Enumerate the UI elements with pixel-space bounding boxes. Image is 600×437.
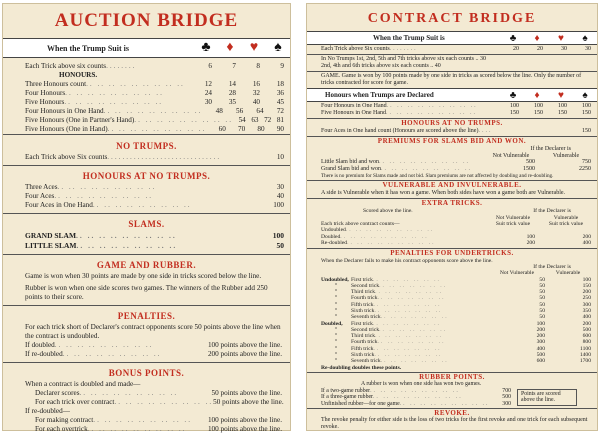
spades-icon: ♠	[582, 32, 588, 44]
honours-row-value: 48	[215, 107, 223, 115]
bonus-row: For each overtrick .. .. .. .. .. .. .. .. .. 100 points above the line.	[35, 425, 282, 433]
clubs-icon: ♣	[509, 32, 517, 44]
honours-row-value: 70	[238, 125, 246, 133]
honours-row-value: 12	[204, 80, 212, 88]
undertrick-value: 50	[539, 282, 545, 289]
premiums-head-label: If the Declarer is	[530, 146, 571, 153]
undertrick-kind: "	[334, 339, 338, 346]
honours-row-label: Four Honours in One Hand	[321, 103, 387, 110]
penalty-row-label: If re-doubled	[25, 350, 63, 358]
honours-nt-row-value: 100	[273, 201, 284, 209]
extra-row-label: Doubled	[321, 233, 341, 240]
honours-row-label: Five Honours (One in Hand)	[25, 125, 108, 133]
undertrick-kind: "	[334, 301, 338, 308]
premiums-table	[321, 159, 591, 172]
undertrick-value: 500	[536, 352, 545, 359]
spades-icon: ♠	[582, 89, 588, 101]
undertrick-label: Seventh trick	[351, 314, 381, 321]
rubber-row: If a three-game rubber .. .. .. .. .. .. .. .. .. 500	[321, 394, 511, 401]
no-trumps-title: NO TRUMPS.	[116, 141, 177, 151]
undertrick-row: Doubled, First trick .. .. .. .. .. .. .. 100 200	[321, 320, 591, 327]
vuln-text: A side is Vulnerable when it has won a game. When both sides have won a game both are Vulnerable.	[321, 190, 566, 197]
undertrick-value: 100	[582, 276, 591, 283]
undertrick-value: 1700	[579, 358, 591, 365]
undertrick-row: " Sixth trick .. .. .. .. .. .. .. 500 1400	[321, 352, 591, 358]
clubs-icon: ♣	[201, 40, 211, 55]
bonus-row: For each trick over contract .. .. .. .. .. .. .. .. .. 50 points above the line.	[35, 398, 284, 406]
undertrick-kind: "	[334, 358, 338, 365]
honours-row: Three Honours count .. .. .. .. .. .. .. .. .. 12 14 16 18	[25, 80, 284, 88]
honours-nt-value: 150	[582, 128, 591, 135]
undertrick-row: " Fourth trick .. .. .. .. .. .. .. 300 800	[321, 339, 591, 345]
undertrick-row: " Fourth trick .. .. .. .. .. .. .. 50 250	[321, 295, 591, 301]
honours-title: HONOURS.	[59, 71, 98, 79]
revoke-text: The revoke penalty for either side is the loss of two tricks for the first revoke and one trick for each subsequent revoke.	[321, 417, 588, 431]
rubber-row: Unfinished rubber—for one game .. .. .. .. .. .. .. .. .. 300	[321, 400, 511, 407]
extra-col-nv: Not Vulnerable	[495, 214, 531, 221]
undertrick-value: 400	[536, 345, 545, 352]
undertrick-label: Sixth trick	[351, 352, 375, 359]
undertrick-value: 150	[582, 282, 591, 289]
undertrick-kind: Undoubled,	[321, 276, 349, 283]
rubber-row-value: 700	[502, 387, 511, 394]
undertrick-kind: "	[334, 307, 338, 314]
honours-row-value: 32	[252, 89, 260, 97]
spades-icon: ♠	[274, 40, 282, 55]
rubber-text: Rubber is won when one side scores two games. The winners of the Rubber add 250 points to their score.	[25, 284, 268, 301]
undertrick-kind: "	[334, 326, 338, 333]
undertrick-kind: Doubled,	[321, 320, 343, 327]
honours-row-value: 60	[218, 125, 226, 133]
honours-row-value: 45	[276, 98, 284, 106]
honours-row: Four Honours in One Hand .. .. .. .. .. .. .. .. .. 100 100 100 100	[321, 103, 591, 110]
extra-row: Undoubled .. .. .. .. .. .. .. .. ..	[321, 227, 435, 234]
bonus-row: Declarer scores .. .. .. .. .. .. .. .. .. 50 points above the line.	[35, 389, 282, 397]
honours-nt-title: HONOURS AT NO TRUMPS.	[82, 171, 211, 181]
undertrick-value: 50	[539, 295, 545, 302]
undertrick-label: Fifth trick	[351, 345, 374, 352]
penalties-text: For each trick short of Declarer's contract opponents score 50 points above the line when the contract is undoubled.	[25, 323, 281, 340]
rubber-row-label: If a two-game rubber	[321, 387, 371, 394]
bonus-row-value: 100 points above the line.	[207, 425, 282, 433]
slam-row-label: LITTLE SLAM	[25, 241, 77, 250]
undertrick-row: " Second trick .. .. .. .. .. .. .. 50 150	[321, 283, 591, 289]
undertrick-row: " Sixth trick .. .. .. .. .. .. .. 50 350	[321, 308, 591, 314]
bonus-table-1	[25, 389, 282, 407]
card-title: CONTRACT BRIDGE	[367, 11, 537, 26]
extra-row-value: 100	[526, 233, 535, 240]
hearts-icon: ♥	[249, 40, 259, 55]
rubber-row-value: 500	[502, 394, 511, 401]
honours-nt-row-label: Three Aces	[25, 183, 58, 191]
extra-col-v: Vulnerable	[553, 214, 579, 221]
clubs-icon: ♣	[509, 89, 517, 101]
undertrick-row: " Second trick .. .. .. .. .. .. .. 200 500	[321, 327, 591, 333]
bonus-row-label: For each overtrick	[35, 425, 88, 433]
under-col-nv: Not Vulnerable	[499, 270, 535, 277]
slam-row-value: 50	[276, 241, 284, 250]
undertrick-label: Third trick	[351, 289, 376, 296]
premium-row: Grand Slam bid and won .. .. .. .. .. .. .. .. .. 1500 2250	[321, 165, 591, 172]
undertrick-row: " Fifth trick .. .. .. .. .. .. .. 50 300	[321, 302, 591, 308]
no-trumps-label: Each Trick above Six counts	[25, 153, 108, 161]
honours-row-label: Four Honours in One Hand	[25, 107, 104, 115]
honours-row-value: 90	[276, 125, 284, 133]
bonus-text: When a contract is doubled and made—	[25, 380, 141, 388]
honours-row: Four Honours in One Hand .. .. .. .. .. .. .. .. .. 48 56 64 72	[25, 107, 284, 115]
extra-sub-nv: Suit trick value	[495, 220, 531, 227]
rubber-title: RUBBER POINTS.	[419, 372, 485, 381]
undertrick-value: 1100	[580, 345, 591, 352]
undertrick-value: 200	[582, 320, 591, 327]
honours-row-value: 24	[204, 89, 212, 97]
undertrick-value: 200	[536, 326, 545, 333]
honours-nt-table	[3, 181, 290, 213]
undertrick-value: 200	[582, 289, 591, 296]
hearts-icon: ♥	[558, 89, 564, 101]
undertrick-value: 50	[539, 314, 545, 321]
bonus-row-label: Declarer scores	[35, 389, 80, 397]
honours-row-value: 100	[582, 103, 591, 110]
honours-row-value: 30	[204, 98, 212, 106]
bonus-text-2: If re-doubled—	[25, 407, 70, 415]
undertrick-label: Sixth trick	[351, 307, 375, 314]
extra-scored: Scored above the line.	[363, 208, 413, 215]
honours-row-value: 72	[276, 107, 284, 115]
honours-row-value: 100	[510, 103, 519, 110]
no-trumps-value: 10	[276, 153, 284, 161]
under-text: When the Declarer fails to make his contract opponents score above the line.	[321, 257, 493, 264]
honours-nt-row: Four Aces in One Hand .. .. .. .. .. .. .. .. .. 100	[25, 201, 284, 209]
undertrick-label: Second trick	[351, 326, 380, 333]
redouble-note: Re-doubling doubles these points.	[321, 364, 402, 371]
honours-row-value: 54	[238, 116, 246, 124]
trick-row-label: Each Trick above Six counts	[321, 46, 390, 52]
penalties-table	[25, 341, 282, 359]
honours-label: Honours when Trumps are Declared	[325, 91, 434, 100]
honours-row-label: Five Honours	[25, 98, 65, 106]
undertrick-value: 800	[582, 339, 591, 346]
undertrick-value: 50	[539, 301, 545, 308]
trick-value: 6	[208, 62, 212, 70]
honours-row-value: 28	[228, 89, 236, 97]
undertrick-value: 300	[582, 301, 591, 308]
undertrick-value: 100	[536, 320, 545, 327]
undertrick-label: Third trick	[351, 333, 376, 340]
undertrick-label: First trick	[351, 320, 373, 327]
undertrick-kind: "	[334, 345, 338, 352]
trick-value: 20	[513, 46, 519, 52]
honours-row-value: 72	[264, 116, 272, 124]
premium-row-value: 1500	[523, 165, 535, 172]
honours-row-value: 35	[228, 98, 236, 106]
penalty-row-value: 100 points above the line.	[207, 341, 282, 349]
honours-nt-label: Four Aces in One hand count (Honours are scored above the line)	[321, 128, 479, 135]
rubber-row-label: If a three-game rubber	[321, 394, 373, 401]
bonus-row-value: 100 points above the line.	[207, 416, 282, 424]
under-if-declarer: If the Declarer is	[533, 263, 571, 270]
penalties-title: PENALTIES.	[117, 311, 176, 321]
honours-row-value: 150	[558, 110, 567, 117]
undertrick-row: Undoubled, First trick .. .. .. .. .. .. .. 50 100	[321, 276, 591, 283]
slam-row-value: 100	[272, 231, 284, 240]
premiums-head-cols	[321, 153, 591, 160]
honours-table	[307, 102, 597, 118]
undertrick-kind: "	[334, 282, 338, 289]
vuln-title: VULNERABLE AND INVULNERABLE.	[382, 181, 522, 190]
honours-row: Four Honours .. .. .. .. .. .. .. .. .. 24 28 32 36	[25, 89, 284, 97]
honours-row-value: 40	[252, 98, 260, 106]
extra-row-value: 200	[582, 233, 591, 240]
undertrick-value: 50	[539, 289, 545, 296]
premiums-note: There is no premium for Slams made and not bid. Slam premiums are not affected by doubling and re-doubling.	[321, 172, 554, 179]
trump-header	[307, 31, 597, 45]
rubber-text: A rubber is won when one side has won two games.	[361, 380, 482, 387]
extra-row-label: Undoubled	[321, 227, 346, 234]
honours-row-value: 18	[276, 80, 284, 88]
extra-sub-label: Each trick above contract counts—	[321, 220, 400, 227]
contract-bridge-card	[306, 3, 598, 431]
premium-row: Little Slam bid and won .. .. .. .. .. .. .. .. .. 500 750	[321, 159, 591, 166]
game-title: GAME AND RUBBER.	[96, 260, 197, 270]
premiums-col-v: Vulnerable	[552, 152, 580, 159]
honours-row-value: 56	[236, 107, 244, 115]
undertrick-value: 250	[582, 295, 591, 302]
premium-row-label: Little Slam bid and won	[321, 159, 379, 166]
undertrick-value: 400	[582, 314, 591, 321]
slams-table	[3, 229, 290, 254]
trick-value: 30	[585, 46, 591, 52]
undertrick-label: First trick	[351, 276, 373, 283]
bonus-title: BONUS POINTS.	[108, 368, 185, 378]
honours-row-value: 80	[257, 125, 265, 133]
honours-row: Five Honours .. .. .. .. .. .. .. .. .. 30 35 40 45	[25, 98, 284, 106]
diamonds-icon: ♦	[226, 40, 234, 55]
honours-nt-row-label: Four Aces in One Hand	[25, 201, 93, 209]
honours-row-value: 100	[534, 103, 543, 110]
undertrick-label: Seventh trick	[351, 358, 381, 365]
undertrick-label: Fourth trick	[351, 339, 378, 346]
undertrick-kind: "	[334, 314, 338, 321]
undertrick-kind: "	[334, 333, 338, 340]
slam-row-label: GRAND SLAM	[25, 231, 77, 240]
rubber-table	[321, 388, 511, 408]
game-text: GAME. Game is won by 100 points made by one side in tricks as scored below the line. Only the number of tricks contracted for score for game.	[321, 73, 582, 87]
trick-value: 8	[256, 62, 260, 70]
card-title: AUCTION BRIDGE	[54, 10, 239, 31]
trump-label: When the Trump Suit is	[373, 34, 445, 42]
honours-nt-title: HONOURS AT NO TRUMPS.	[401, 119, 503, 128]
undertrick-value: 50	[539, 307, 545, 314]
trump-label: When the Trump Suit is	[47, 43, 129, 53]
premiums-col-nv: Not Vulnerable	[492, 152, 530, 159]
extra-row-value: 200	[526, 240, 535, 247]
bonus-row-value: 50 points above the line.	[213, 398, 284, 406]
undertrick-row: " Third trick .. .. .. .. .. .. .. 50 200	[321, 289, 591, 295]
premiums-title: PREMIUMS FOR SLAMS BID AND WON.	[377, 137, 527, 146]
honours-row: Five Honours in One Hand .. .. .. .. .. .. .. .. .. 150 150 150 150	[321, 110, 591, 117]
extra-sub-v: Suit trick value	[548, 220, 584, 227]
premium-row-value: 2250	[579, 165, 591, 172]
rubber-side-note: Points are scored above the line.	[517, 389, 577, 406]
slam-row: GRAND SLAM .. .. .. .. .. .. .. .. .. 100	[25, 231, 284, 240]
bonus-row-value: 50 points above the line.	[211, 389, 282, 397]
premium-row-value: 750	[582, 159, 591, 166]
honours-row-value: 150	[582, 110, 591, 117]
undertrick-value: 300	[536, 339, 545, 346]
honours-row-value: 64	[256, 107, 264, 115]
under-title: PENALTIES FOR UNDERTRICKS.	[390, 248, 514, 257]
rubber-row-label: Unfinished rubber—for one game	[321, 400, 400, 407]
undertrick-value: 600	[582, 333, 591, 340]
premium-row-label: Grand Slam bid and won	[321, 165, 381, 172]
honours-row-value: 16	[252, 80, 260, 88]
bonus-table-2	[25, 416, 282, 434]
extra-row-label: Re-doubled	[321, 240, 348, 247]
undertrick-row: " Seventh trick .. .. .. .. .. .. .. 50 400	[321, 314, 591, 320]
trick-row: Each Trick above Six counts ........ 20 20 30 30	[321, 46, 591, 52]
honours-row: Five Honours (One in Partner's Hand) .. .. .. .. .. .. .. .. .. 54 63 72 81	[25, 116, 285, 124]
undertricks-table	[321, 277, 591, 365]
premiums-head	[321, 146, 591, 153]
honours-row-value: 14	[228, 80, 236, 88]
trick-value: 7	[232, 62, 236, 70]
honours-row-value: 81	[276, 116, 285, 124]
honours-row: Five Honours (One in Hand) .. .. .. .. .. .. .. .. .. 60 70 80 90	[25, 125, 284, 133]
penalty-row-label: If doubled	[25, 341, 55, 349]
game-text: Game is won when 30 points are made by one side in tricks scored below the line.	[25, 272, 262, 280]
premium-row-value: 500	[526, 159, 535, 166]
undertrick-kind: "	[334, 352, 338, 359]
undertrick-label: Fifth trick	[351, 301, 374, 308]
extra-row-value: 400	[582, 240, 591, 247]
honours-row-label: Five Honours in One Hand	[321, 110, 386, 117]
honours-nt-row: Four Aces .. .. .. .. .. .. .. .. .. 40	[25, 192, 284, 200]
honours-nt-row-label: Four Aces	[25, 192, 55, 200]
honours-row-value: 63	[251, 116, 259, 124]
undertrick-value: 350	[582, 307, 591, 314]
trick-value: 30	[561, 46, 567, 52]
rubber-row: If a two-game rubber .. .. .. .. .. .. .. .. .. 700	[321, 387, 511, 394]
undertrick-value: 1400	[579, 352, 591, 359]
honours-row-label: Five Honours (One in Partner's Hand)	[25, 116, 135, 124]
undertrick-value: 200	[536, 333, 545, 340]
penalty-row-value: 200 points above the line.	[207, 350, 282, 358]
rubber-row-value: 300	[502, 400, 511, 407]
undertrick-row: " Seventh trick .. .. .. .. .. .. .. 600 1700	[321, 358, 591, 364]
undertrick-label: Fourth trick	[351, 295, 378, 302]
no-trumps-row: Each Trick above Six counts .............................. 10	[25, 153, 284, 161]
undertrick-kind: "	[334, 295, 338, 302]
bonus-row-label: For making contract	[35, 416, 94, 424]
undertrick-label: Second trick	[351, 282, 380, 289]
slams-title: SLAMS.	[128, 219, 165, 229]
honours-row-value: 100	[558, 103, 567, 110]
extra-row: Doubled .. .. .. .. .. .. .. .. .. 100 200	[321, 233, 591, 240]
honours-header	[307, 88, 597, 102]
under-col-v: Vulnerable	[555, 270, 581, 277]
trump-header	[3, 38, 290, 58]
trick-value: 20	[537, 46, 543, 52]
undertrick-row: " Third trick .. .. .. .. .. .. .. 200 600	[321, 333, 591, 339]
trick-value: 9	[280, 62, 284, 70]
honours-row-value: 36	[276, 89, 284, 97]
honours-table	[25, 80, 284, 134]
honours-nt-row-value: 40	[276, 192, 284, 200]
extra-if-declarer: If the Declarer is	[533, 208, 571, 215]
extra-title: EXTRA TRICKS.	[421, 199, 483, 208]
penalty-row: If re-doubled .. .. .. .. .. .. .. .. .. 200 points above the line.	[25, 350, 282, 358]
bonus-row-label: For each trick over contract	[35, 398, 115, 406]
extra-row: Re-doubled .. .. .. .. .. .. .. .. .. 200 400	[321, 240, 591, 247]
honours-nt-row: Three Aces .. .. .. .. .. .. .. .. .. 30	[25, 183, 284, 191]
honours-nt-row-value: 30	[276, 183, 284, 191]
revoke-title: REVOKE.	[434, 409, 470, 418]
diamonds-icon: ♦	[534, 89, 540, 101]
honours-row-value: 150	[510, 110, 519, 117]
extra-table	[321, 227, 591, 246]
honours-row-value: 150	[534, 110, 543, 117]
undertrick-value: 600	[536, 358, 545, 365]
undertrick-row: " Fifth trick .. .. .. .. .. .. .. 400 1100	[321, 346, 591, 352]
diamonds-icon: ♦	[534, 32, 540, 44]
no-trump-tricks-text: In No Trumps 1st, 2nd, 5th and 7th tricks above six each counts .. 30 2nd, 4th and 6th tricks above six each counts .. 40	[321, 56, 486, 70]
honours-nt-row: Four Aces in One hand count (Honours are scored above the line) .... 150	[321, 128, 591, 135]
hearts-icon: ♥	[558, 32, 564, 44]
honours-row-label: Three Honours count	[25, 80, 87, 88]
penalty-row: If doubled .. .. .. .. .. .. .. .. .. 100 points above the line.	[25, 341, 282, 349]
bonus-row: For making contract .. .. .. .. .. .. .. .. .. 100 points above the line.	[35, 416, 282, 424]
auction-bridge-card	[2, 3, 291, 431]
trick-row: Each Trick above six counts ........ 6 7 8 9	[25, 62, 284, 70]
undertrick-value: 50	[539, 276, 545, 283]
trick-row-label: Each Trick above six counts	[25, 62, 107, 70]
slam-row: LITTLE SLAM .. .. .. .. .. .. .. .. .. 50	[25, 241, 284, 250]
undertrick-value: 500	[582, 326, 591, 333]
honours-row-label: Four Honours	[25, 89, 66, 97]
undertrick-kind: "	[334, 289, 338, 296]
